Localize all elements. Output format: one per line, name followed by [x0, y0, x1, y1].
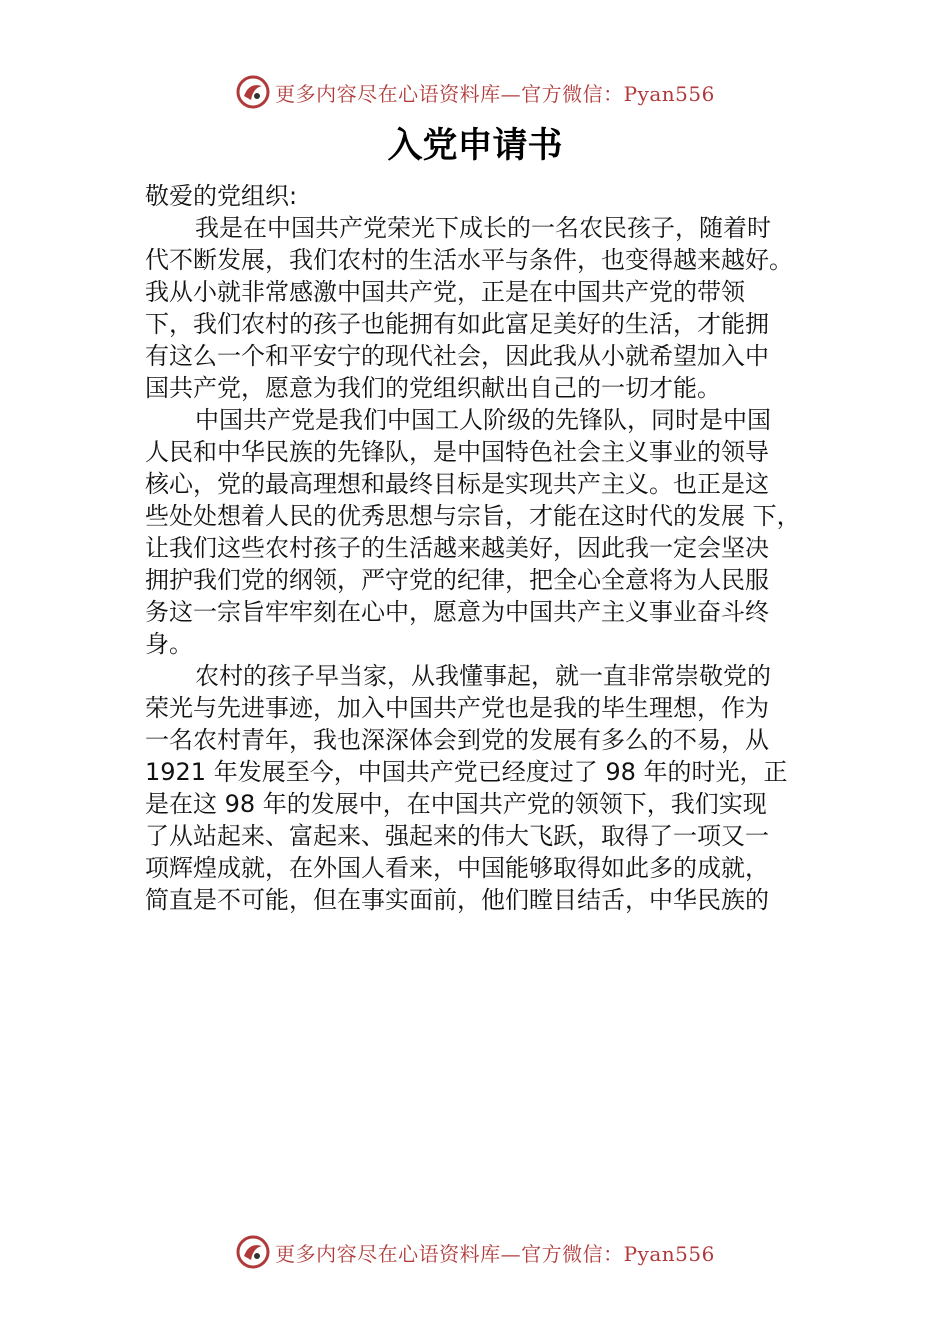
text-line: 荣光与先进事迹，加入中国共产党也是我的毕生理想，作为: [145, 694, 769, 722]
text-line: 下，我们农村的孩子也能拥有如此富足美好的生活，才能拥: [145, 310, 769, 338]
text-line: 有这么一个和平安宁的现代社会，因此我从小就希望加入中: [145, 342, 769, 370]
text-line: 1921 年发展至今，中国共产党已经度过了 98 年的时光，正: [145, 758, 788, 786]
red-swirl-logo-icon: [235, 1234, 271, 1270]
text-line: 身。: [145, 630, 193, 658]
text-line: 让我们这些农村孩子的生活越来越美好，因此我一定会坚决: [145, 534, 769, 562]
header-watermark: [0, 72, 950, 112]
text-line: 核心，党的最高理想和最终目标是实现共产主义。也正是这: [145, 470, 769, 498]
red-swirl-logo-icon: [235, 74, 271, 110]
paragraph-3: [145, 660, 820, 916]
text-line: 农村的孩子早当家，从我懂事起，就一直非常崇敬党的: [195, 662, 771, 690]
document-body: [145, 180, 820, 916]
watermark-text: 更多内容尽在心语资料库—官方微信：Pyan556: [275, 1241, 715, 1266]
text-line: 项辉煌成就，在外国人看来，中国能够取得如此多的成就，: [145, 854, 769, 882]
text-line: 中国共产党是我们中国工人阶级的先锋队，同时是中国: [195, 406, 771, 434]
text-line: 代不断发展，我们农村的生活水平与条件，也变得越来越好。: [145, 246, 793, 274]
text-line: 我从小就非常感激中国共产党，正是在中国共产党的带领: [145, 278, 745, 306]
text-line: 国共产党，愿意为我们的党组织献出自己的一切才能。: [145, 374, 721, 402]
text-line: 我是在中国共产党荣光下成长的一名农民孩子，随着时: [195, 214, 771, 242]
text-line: 一名农村青年，我也深深体会到党的发展有多么的不易，从: [145, 726, 769, 754]
text-line: 务这一宗旨牢牢刻在心中，愿意为中国共产主义事业奋斗终: [145, 598, 769, 626]
text-line: 人民和中华民族的先锋队，是中国特色社会主义事业的领导: [145, 438, 769, 466]
text-line: 些处处想着人民的优秀思想与宗旨，才能在这时代的发展 下，: [145, 502, 801, 530]
document-title: 入党申请书: [387, 125, 563, 166]
text-line: 是在这 98 年的发展中，在中国共产党的领领下，我们实现: [145, 790, 767, 818]
text-line: 拥护我们党的纲领，严守党的纪律，把全心全意将为人民服: [145, 566, 769, 594]
paragraph-2: [145, 404, 820, 660]
footer-watermark: [0, 1232, 950, 1272]
paragraph-1: [145, 212, 820, 404]
watermark-text: 更多内容尽在心语资料库—官方微信：Pyan556: [275, 81, 715, 106]
salutation: 敬爱的党组织:: [145, 182, 298, 210]
text-line: 了从站起来、富起来、强起来的伟大飞跃，取得了一项又一: [145, 822, 769, 850]
text-line: 简直是不可能，但在事实面前，他们瞠目结舌，中华民族的: [145, 886, 769, 914]
